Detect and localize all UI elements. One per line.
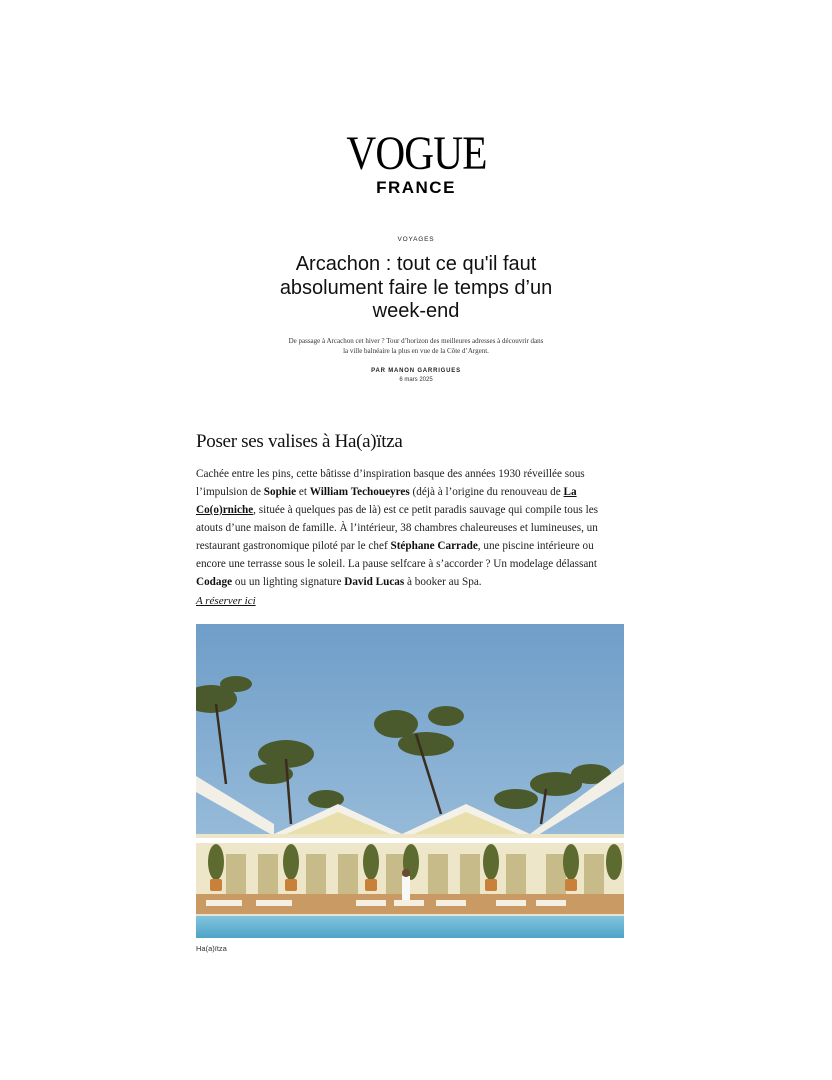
article-header: [216, 236, 616, 383]
article-headline: Arcachon : tout ce qu'il faut absolument faire le temps d’un week-end: [279, 253, 553, 322]
person-name: David Lucas: [344, 576, 405, 588]
paragraph-text: Cachée entre les pins, cette bâtisse d’inspiration basque des années 1930 réveillée sous l’impulsion de: [196, 468, 585, 498]
hotel-pool-image: [196, 624, 624, 938]
article-dek: De passage à Arcachon cet hiver ? Tour d’horizon des meilleures adresses à découvrir dans la ville balnéaire la plus en vue de la Côte d’Argent.: [288, 336, 544, 355]
publish-date: 6 mars 2025: [399, 376, 433, 383]
paragraph-text: ou un lighting signature: [232, 576, 345, 588]
person-name: William Techoueyres: [309, 486, 410, 498]
section-title: Poser ses valises à Ha(a)ïtza: [196, 431, 403, 452]
vogue-logo[interactable]: VOGUE: [345, 127, 487, 180]
byline[interactable]: PAR MANON GARRIGUES: [371, 367, 461, 374]
body-paragraph: [196, 465, 610, 591]
hotel-photo[interactable]: [196, 624, 624, 938]
photo-caption: Ha(a)ïtza: [196, 944, 227, 953]
vogue-logo-france[interactable]: FRANCE: [376, 178, 456, 197]
rubric-link[interactable]: VOYAGES: [397, 236, 435, 243]
la-corniche-link[interactable]: La Co(o)rniche: [196, 486, 577, 516]
paragraph-text: et: [296, 486, 310, 498]
person-name: Sophie: [263, 486, 297, 498]
paragraph-text: , une piscine intérieure ou encore une terrasse sous le soleil. La pause selfcare à s’accorder ? Un modelage délassant: [196, 540, 598, 570]
paragraph-text: à booker au Spa.: [404, 576, 482, 588]
masthead: [0, 127, 832, 198]
reserve-link[interactable]: A réserver ici: [196, 595, 256, 607]
paragraph-text: (déjà à l’origine du renouveau de: [409, 486, 564, 498]
person-name: Stéphane Carrade: [390, 540, 478, 552]
brand-name: Codage: [196, 576, 233, 588]
paragraph-text: , située à quelques pas de là) est ce petit paradis sauvage qui compile tous les atouts d’une maison de famille. À l’intérieur, 38 chambres chaleureuses et lumineuses, un restaurant gastronomique piloté par le chef: [196, 504, 599, 552]
